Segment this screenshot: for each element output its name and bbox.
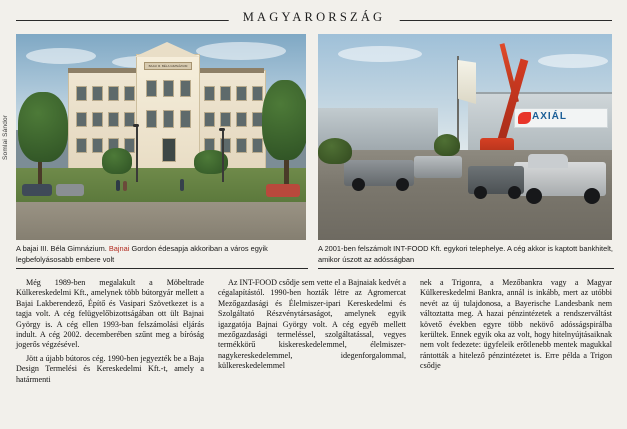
caption-right: A 2001-ben felszámolt INT-FOOD Kft. egykori telephelye. A cég akkor is kaptott bankhitelt, amikor úszott az adósságban (318, 244, 613, 264)
window (252, 86, 263, 101)
parked-car (56, 184, 84, 196)
cloud-shape (196, 42, 286, 60)
pedestrian (123, 181, 127, 191)
window (236, 112, 247, 127)
parked-car (266, 184, 300, 197)
window (163, 80, 174, 97)
caption-left-highlight: Bajnai (108, 244, 130, 253)
wheel (526, 188, 542, 204)
window (220, 112, 231, 127)
tree (262, 80, 306, 160)
lamp-post (136, 126, 138, 182)
lamp-post (222, 130, 224, 182)
body-column-3 (420, 278, 612, 375)
pedestrian (116, 180, 120, 191)
window (124, 86, 135, 101)
wheel (352, 178, 365, 191)
window (204, 86, 215, 101)
pediment (134, 42, 200, 57)
shrub (102, 148, 132, 174)
shrub (434, 134, 460, 156)
cloud-shape (338, 46, 422, 62)
cloud-shape (26, 48, 96, 64)
flag (458, 60, 476, 104)
parked-car (22, 184, 52, 196)
window (76, 138, 87, 153)
pedestrian (180, 179, 184, 191)
axial-sign-text: AXIÁL (532, 111, 567, 122)
caption-left (16, 244, 308, 265)
bajai-gimnazium-photo (16, 34, 306, 240)
page-title: MAGYARORSZÁG (229, 10, 400, 25)
window (76, 112, 87, 127)
paragraph: Az INT-FOOD csődje sem vette el a Bajnaiak kedvét a cégalapítástól. 1990-ben hozták létre az Agromercat Mezőgazdasági és Élelmiszer-ipari Kereskedelmi és Szolgáltató Részvénytársaságot, amelynek egyik igazgatója Bajnai György volt. A cég egyéb mellett mezőgazdasági termeléssel, szolgáltatással, vegyes termékkörű kiskereskedelemmel, élelmiszer-nagykereskedelemmel, idegenforgalommal, külkereskedelemmel (218, 278, 406, 371)
window (252, 138, 263, 153)
wheel (474, 186, 487, 199)
photo-credit: Somlai Sándor (2, 114, 9, 160)
window (236, 138, 247, 153)
caption-right-rule (318, 268, 614, 269)
body-column-1 (16, 278, 204, 388)
window (92, 86, 103, 101)
parked-vehicle (414, 156, 462, 178)
window (204, 112, 215, 127)
entrance-door (162, 138, 176, 162)
tree (18, 92, 68, 162)
lamp-head (219, 128, 225, 131)
axial-logo-icon (518, 112, 531, 124)
window (92, 112, 103, 127)
window (180, 110, 191, 128)
page-header (16, 8, 612, 32)
window (76, 86, 87, 101)
window (236, 86, 247, 101)
window (163, 110, 174, 128)
window (146, 80, 157, 97)
window (220, 86, 231, 101)
cloud-shape (538, 54, 608, 68)
walkway (16, 202, 306, 240)
window (92, 138, 103, 153)
body-column-2 (218, 278, 406, 375)
window (146, 110, 157, 128)
pickup-cab (528, 154, 568, 168)
shrub (318, 138, 352, 164)
caption-left-text-before: A bajai III. Béla Gimnázium. (16, 244, 109, 253)
paragraph: Jött a újabb bútoros cég. 1990-ben jegyezték be a Baja Design Termelési és Kereskedelmi Kft.-t, amely a határmenti (16, 353, 204, 384)
int-food-telephely-photo (318, 34, 612, 240)
window (180, 80, 191, 97)
wheel (508, 186, 521, 199)
wheel (584, 188, 600, 204)
paragraph: nek a Trigonra, a Mezőbankra vagy a Magyar Külkereskedelmi Bankra, annál is inkább, mert az utóbbi nevét az új tulajdonosa, a Bayerische Landesbank nem változtatta meg. A hazai pénzintézetek a rendszerváltást követő években egyre több nekövő adósságspirálba kerültek. Ennek egyik oka az volt, hogy hitelnyújtásaiknak nem volt fedezete: ügyfeleik erőtlenebb mentek magukkal rántották a hitelező pénzintézetet is. Erre példa a Trigon csődje (420, 278, 612, 371)
caption-left-text-after: Gordon édesapja akkoriban a város egyik legbefolyásosabb embere volt (16, 244, 268, 264)
window (108, 112, 119, 127)
building-sign: BAJAI III. BÉLA GIMNÁZIUM (144, 62, 192, 70)
window (108, 86, 119, 101)
paragraph: Még 1989-ben megalakult a Möbeltrade Külkereskedelmi Kft., amelynek több bútorgyár mellett a Bajai Lakberendező, Építő és Vasipari Szövetkezet is a tagja volt. A cég felügyelőbizottságában ott ült Bajnai György is. A cég ellen 1993-ban felszámolási eljárás indult. A cég 2002. decemberében szűnt meg a bíróság jogerős végzésével. (16, 278, 204, 350)
caption-left-rule (16, 268, 308, 269)
wheel (396, 178, 409, 191)
lamp-head (133, 124, 139, 127)
